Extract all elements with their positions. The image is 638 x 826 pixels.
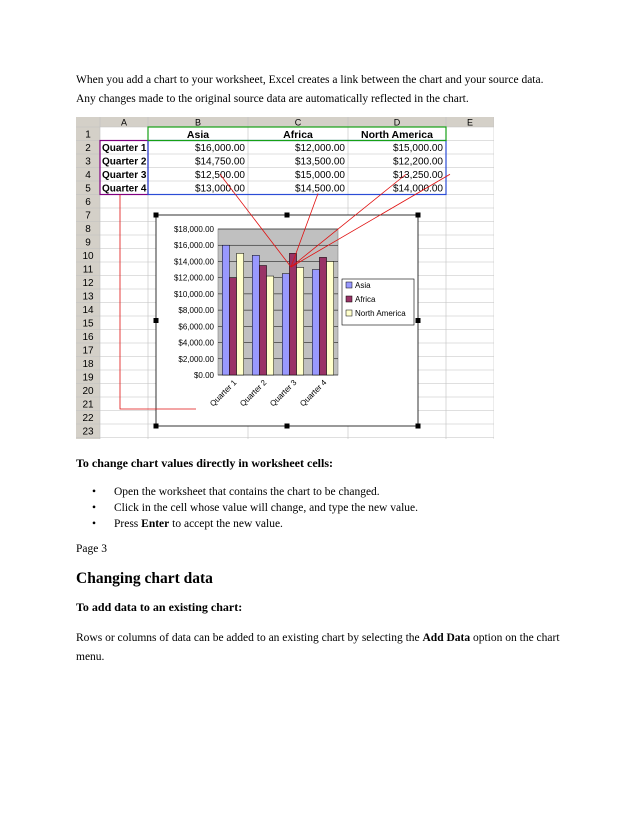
- bar: [229, 278, 236, 375]
- add-data-paragraph: [76, 629, 562, 667]
- row-number: 1: [85, 129, 91, 141]
- column-header: C: [294, 117, 302, 128]
- value-cell: $12,500.00: [194, 170, 245, 181]
- y-tick-label: $12,000.00: [173, 273, 214, 283]
- y-tick-label: $0.00: [193, 371, 214, 380]
- x-tick-label: Quarter 4: [298, 378, 329, 409]
- bar: [312, 270, 319, 375]
- legend-label: Africa: [355, 295, 376, 304]
- legend-swatch: [346, 310, 352, 316]
- value-cell: $15,000.00: [392, 143, 443, 154]
- row-number: 13: [82, 291, 94, 303]
- value-cell: $14,000.00: [392, 183, 443, 195]
- row-number: 16: [82, 332, 94, 343]
- x-tick-label: Quarter 2: [238, 378, 269, 409]
- row-number: 3: [85, 156, 91, 168]
- row-number: 6: [85, 197, 91, 208]
- bar: [252, 255, 259, 375]
- bar: [222, 245, 229, 375]
- bar: [319, 257, 326, 375]
- y-tick-label: $16,000.00: [173, 241, 214, 251]
- legend-swatch: [346, 296, 352, 302]
- y-tick-label: $14,000.00: [173, 257, 214, 267]
- value-cell: $14,750.00: [194, 156, 245, 168]
- y-tick-label: $10,000.00: [173, 289, 214, 299]
- column-header: B: [194, 117, 202, 128]
- legend-box: [342, 279, 414, 325]
- row-number: 19: [82, 372, 94, 384]
- row-number: 9: [85, 237, 91, 249]
- bullet-text: to accept the new value.: [169, 518, 283, 530]
- value-cell: $13,250.00: [392, 170, 443, 181]
- row-number: 15: [82, 318, 94, 330]
- instruction-list: [92, 484, 418, 532]
- row-number: 18: [82, 359, 94, 370]
- body-text: option on the chart menu.: [76, 632, 560, 663]
- bar: [267, 276, 274, 375]
- row-label-cell: Quarter 1: [102, 143, 147, 154]
- value-cell: $16,000.00: [194, 143, 245, 154]
- list-item: [92, 500, 418, 516]
- row-number: 14: [82, 305, 94, 316]
- y-tick-label: $6,000.00: [178, 322, 214, 332]
- row-number: 10: [82, 251, 94, 262]
- value-cell: $12,000.00: [294, 143, 345, 154]
- row-number: 20: [82, 386, 94, 397]
- value-cell: $15,000.00: [294, 170, 345, 181]
- legend-label: North America: [355, 309, 406, 318]
- row-number: 2: [85, 143, 91, 154]
- row-number: 11: [82, 264, 94, 276]
- section-title: Changing chart data: [76, 570, 213, 587]
- row-label-cell: Quarter 2: [102, 156, 147, 168]
- enter-key-label: Enter: [141, 518, 170, 530]
- row-number: 4: [85, 170, 91, 181]
- series-header-cell: North America: [361, 129, 433, 141]
- worksheet-screenshot: [76, 117, 494, 439]
- y-tick-label: $18,000.00: [173, 225, 214, 234]
- row-number: 21: [82, 399, 94, 411]
- selection-handle: [154, 213, 159, 218]
- series-header-cell: Africa: [283, 129, 313, 141]
- row-number: 23: [82, 426, 94, 438]
- series-header-cell: Asia: [186, 129, 210, 141]
- selection-handle: [154, 318, 159, 323]
- bullet-text: Press: [114, 518, 142, 530]
- selection-handle: [416, 213, 421, 218]
- selection-handle: [285, 424, 290, 429]
- selection-handle: [154, 424, 159, 429]
- row-number: 7: [85, 210, 91, 222]
- value-cell: $13,000.00: [194, 183, 245, 195]
- row-label-cell: Quarter 3: [102, 170, 147, 181]
- row-number: 5: [85, 183, 91, 195]
- y-tick-label: $8,000.00: [178, 306, 214, 316]
- page-label: Page 3: [76, 543, 107, 555]
- bar: [327, 261, 334, 375]
- bullet-text: Click in the cell whose value will change, and type the new value.: [114, 502, 419, 514]
- add-data-option: Add Data: [422, 632, 471, 644]
- x-tick-label: Quarter 1: [208, 378, 239, 409]
- bar: [237, 253, 244, 375]
- bar: [289, 253, 296, 375]
- x-tick-label: Quarter 3: [268, 378, 299, 409]
- row-number: 8: [85, 224, 91, 235]
- y-tick-label: $4,000.00: [178, 338, 214, 348]
- row-number: 12: [82, 278, 94, 289]
- intro-paragraph: When you add a chart to your worksheet, Excel creates a link between the chart and your source data. Any changes made to the original source data are automatically reflected in the chart.: [76, 74, 544, 105]
- change-values-heading: To change chart values directly in worksheet cells:: [76, 456, 333, 470]
- row-number: 17: [82, 345, 94, 357]
- selection-handle: [416, 424, 421, 429]
- bar: [282, 274, 289, 375]
- add-data-heading: To add data to an existing chart:: [76, 600, 243, 614]
- bar: [297, 268, 304, 375]
- worksheet-figure: [76, 117, 494, 439]
- legend-label: Asia: [355, 281, 371, 290]
- column-header: D: [393, 117, 401, 128]
- value-cell: $13,500.00: [294, 156, 345, 168]
- column-header-row: [76, 117, 494, 127]
- body-text: Rows or columns of data can be added to an existing chart by selecting the: [76, 632, 423, 644]
- legend-swatch: [346, 282, 352, 288]
- bar: [259, 266, 266, 376]
- list-item: [92, 516, 418, 532]
- list-item: [92, 484, 418, 500]
- y-tick-label: $2,000.00: [178, 354, 214, 364]
- selection-handle: [285, 213, 290, 218]
- column-header: A: [120, 117, 128, 128]
- row-label-cell: Quarter 4: [102, 183, 147, 195]
- selection-handle: [416, 318, 421, 323]
- value-cell: $12,200.00: [392, 156, 443, 168]
- column-header: E: [466, 117, 474, 128]
- value-cell: $14,500.00: [294, 183, 345, 195]
- row-number: 22: [82, 413, 94, 424]
- bullet-text: Open the worksheet that contains the chart to be changed.: [114, 486, 380, 498]
